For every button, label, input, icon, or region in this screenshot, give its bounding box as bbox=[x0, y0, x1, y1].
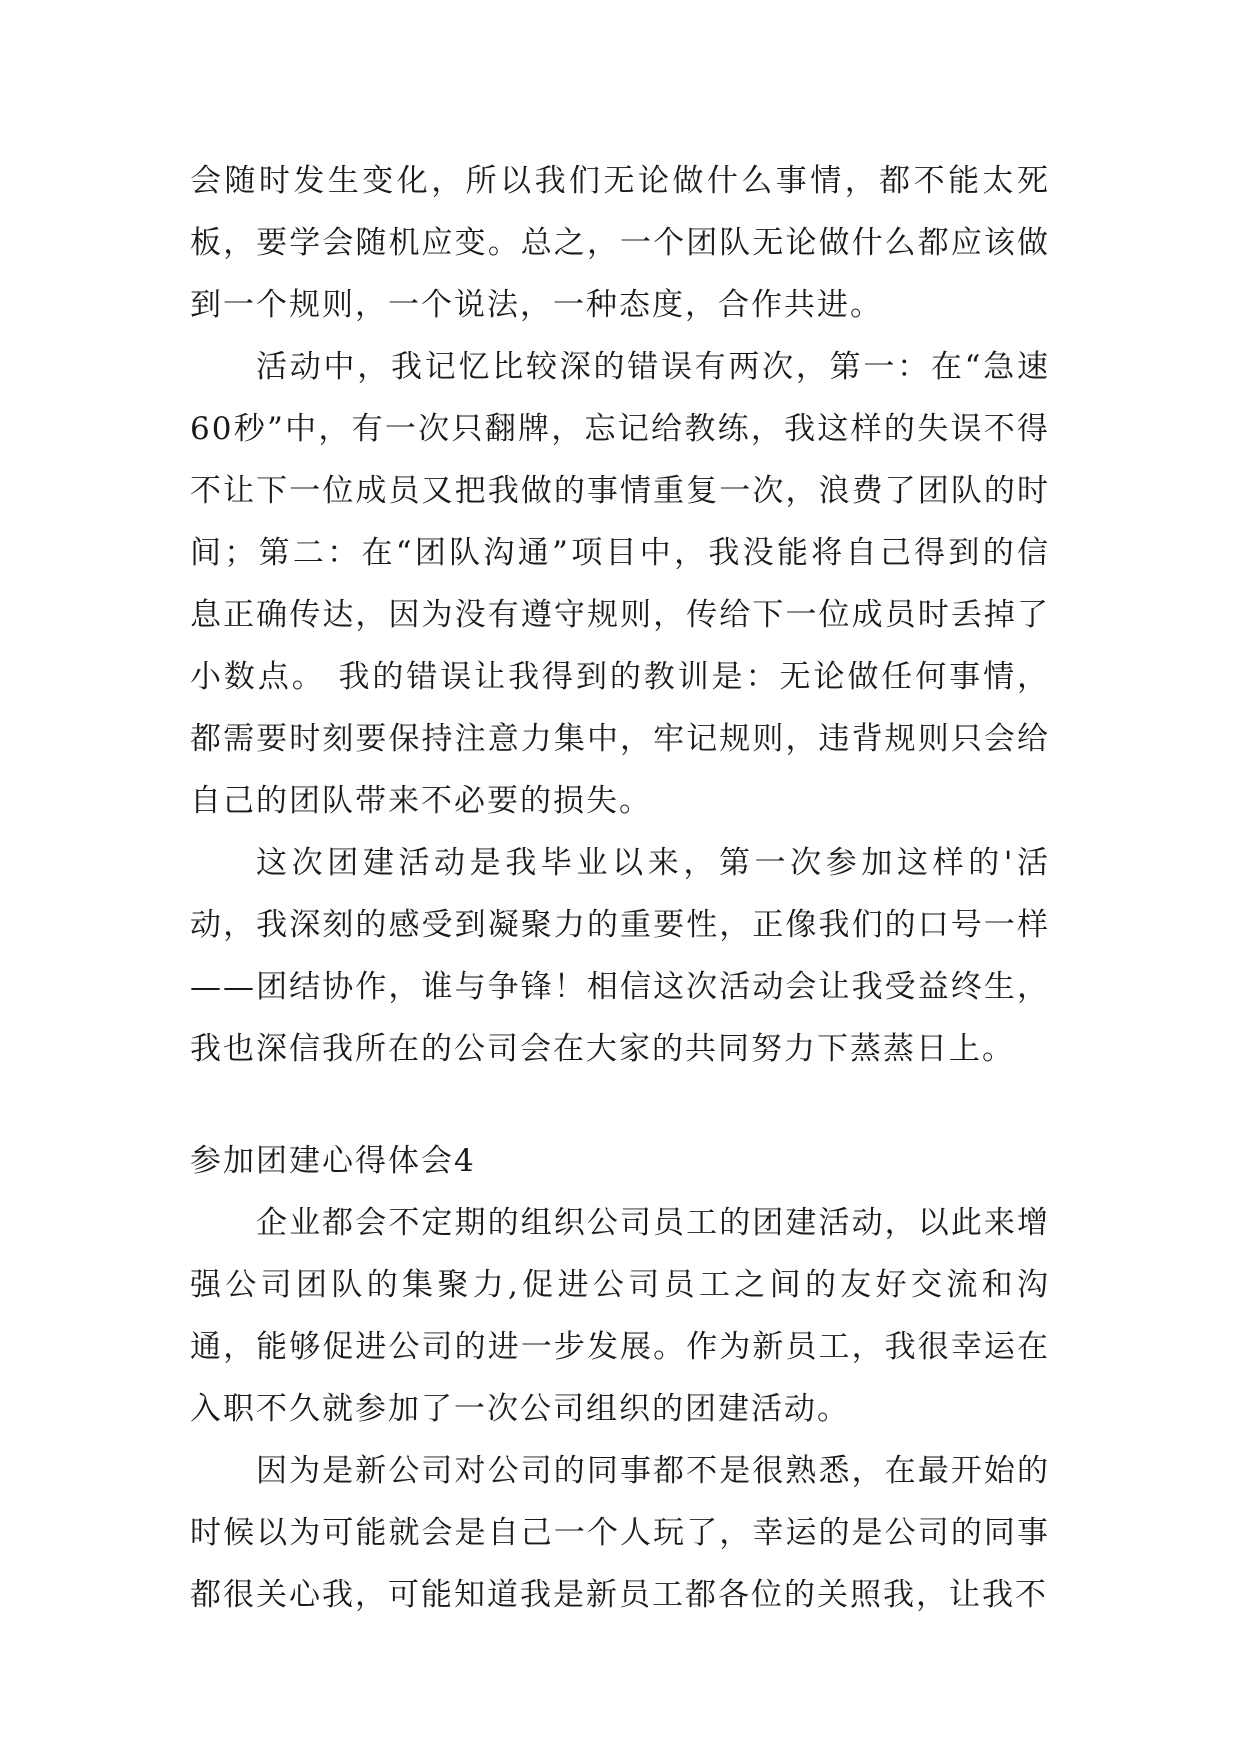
paragraph-continuation: 会随时发生变化，所以我们无论做什么事情，都不能太死板，要学会随机应变。总之，一个团队无论做什么都应该做到一个规则，一个说法，一种态度，合作共进。 bbox=[190, 163, 1050, 323]
section-heading: 参加团建心得体会4 bbox=[190, 1143, 476, 1179]
paragraph-intro: 企业都会不定期的组织公司员工的团建活动，以此来增强公司团队的集聚力,促进公司员工之间的友好交流和沟通，能够促进公司的进一步发展。作为新员工，我很幸运在入职不久就参加了一次公司组织的团建活动。 bbox=[190, 1205, 1050, 1427]
document-body bbox=[190, 150, 1050, 1626]
paragraph-experience: 因为是新公司对公司的同事都不是很熟悉，在最开始的时候以为可能就会是自己一个人玩了，幸运的是公司的同事都很关心我，可能知道我是新员工都各位的关照我，让我不 bbox=[190, 1453, 1050, 1613]
paragraph-mistakes: 活动中，我记忆比较深的错误有两次，第一：在“急速60秒”中，有一次只翻牌，忘记给教练，我这样的失误不得不让下一位成员又把我做的事情重复一次，浪费了团队的时间；第二：在“团队沟通”项目中，我没能将自己得到的信息正确传达，因为没有遵守规则，传给下一位成员时丢掉了小数点。 我的错误让我得到的教训是：无论做任何事情，都需要时刻要保持注意力集中，牢记规则，违背规则只会给自己的团队带来不必要的损失。 bbox=[190, 349, 1050, 819]
paragraph-conclusion: 这次团建活动是我毕业以来，第一次参加这样的'活动，我深刻的感受到凝聚力的重要性，正像我们的口号一样——团结协作，谁与争锋！相信这次活动会让我受益终生，我也深信我所在的公司会在大家的共同努力下蒸蒸日上。 bbox=[190, 845, 1050, 1067]
